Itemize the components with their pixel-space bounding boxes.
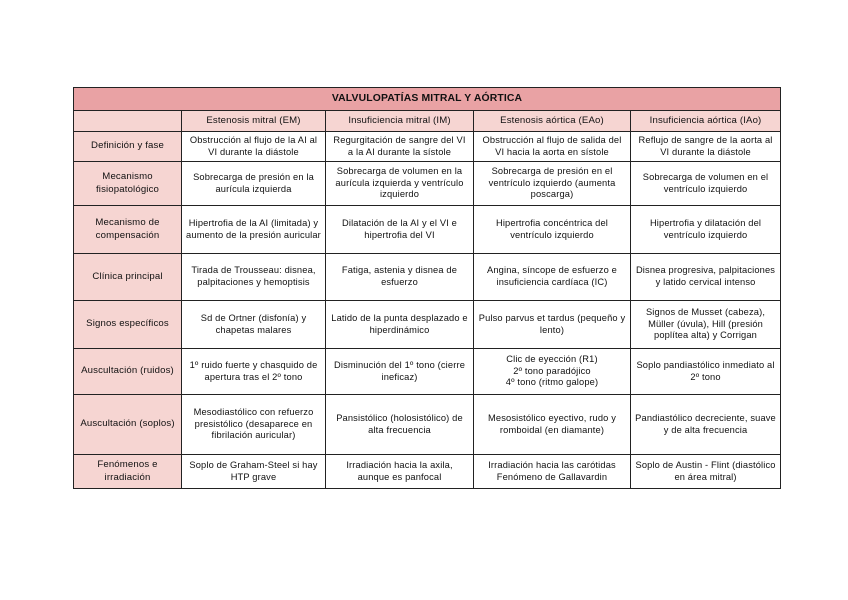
document-page [73,87,780,489]
table-title: VALVULOPATÍAS MITRAL Y AÓRTICA [74,88,781,111]
column-header-im: Insuficiencia mitral (IM) [326,111,474,132]
table-cell: Pansistólico (holosistólico) de alta frecuencia [326,395,474,455]
table-cell: Mesodiastólico con refuerzo presistólico (desaparece en fibrilación auricular) [182,395,326,455]
table-row [74,162,781,206]
table-cell: Signos de Musset (cabeza), Müller (úvula), Hill (presión poplítea alta) y Corrigan [631,301,781,349]
table-cell: Reflujo de sangre de la aorta al VI durante la diástole [631,132,781,162]
table-row [74,301,781,349]
table-cell: Disminución del 1º tono (cierre ineficaz) [326,349,474,395]
table-cell: Obstrucción al flujo de salida del VI hacia la aorta en sístole [474,132,631,162]
table-cell: Sobrecarga de presión en la aurícula izquierda [182,162,326,206]
table-cell: Soplo de Austin - Flint (diastólico en área mitral) [631,455,781,489]
row-header: Clínica principal [74,254,182,301]
table-cell: Sobrecarga de presión en el ventrículo izquierdo (aumenta poscarga) [474,162,631,206]
table-cell: Tirada de Trousseau: disnea, palpitaciones y hemoptisis [182,254,326,301]
table-cell: Soplo de Graham-Steel si hay HTP grave [182,455,326,489]
table-cell: Clic de eyección (R1) 2º tono paradójico 4º tono (ritmo galope) [474,349,631,395]
table-row [74,206,781,254]
table-cell: Mesosistólico eyectivo, rudo y romboidal (en diamante) [474,395,631,455]
table-cell: Irradiación hacia las carótidas Fenómeno de Gallavardin [474,455,631,489]
table-cell: Soplo pandiastólico inmediato al 2º tono [631,349,781,395]
table-row [74,349,781,395]
table-cell: Sd de Ortner (disfonía) y chapetas malares [182,301,326,349]
valvulopathy-table [73,87,781,489]
table-row [74,254,781,301]
row-header: Auscultación (soplos) [74,395,182,455]
table-cell: Angina, síncope de esfuerzo e insuficiencia cardíaca (IC) [474,254,631,301]
row-header: Mecanismo fisiopatológico [74,162,182,206]
table-cell: Hipertrofia de la AI (limitada) y aumento de la presión auricular [182,206,326,254]
table-cell: Sobrecarga de volumen en el ventrículo izquierdo [631,162,781,206]
table-cell: 1º ruido fuerte y chasquido de apertura tras el 2º tono [182,349,326,395]
table-cell: Irradiación hacia la axila, aunque es panfocal [326,455,474,489]
row-header: Auscultación (ruidos) [74,349,182,395]
table-row [74,132,781,162]
table-cell: Pandiastólico decreciente, suave y de alta frecuencia [631,395,781,455]
table-cell: Fatiga, astenia y disnea de esfuerzo [326,254,474,301]
table-cell: Regurgitación de sangre del VI a la AI durante la sístole [326,132,474,162]
row-header: Signos específicos [74,301,182,349]
table-cell: Hipertrofia concéntrica del ventrículo izquierdo [474,206,631,254]
row-header: Fenómenos e irradiación [74,455,182,489]
corner-cell [74,111,182,132]
column-header-eao: Estenosis aórtica (EAo) [474,111,631,132]
column-header-iao: Insuficiencia aórtica (IAo) [631,111,781,132]
row-header: Definición y fase [74,132,182,162]
table-row [74,395,781,455]
table-row [74,455,781,489]
table-cell: Hipertrofia y dilatación del ventrículo izquierdo [631,206,781,254]
column-header-em: Estenosis mitral (EM) [182,111,326,132]
table-cell: Pulso parvus et tardus (pequeño y lento) [474,301,631,349]
table-cell: Sobrecarga de volumen en la aurícula izquierda y ventrículo izquierdo [326,162,474,206]
table-cell: Latido de la punta desplazado e hiperdinámico [326,301,474,349]
title-row [74,88,781,111]
row-header: Mecanismo de compensación [74,206,182,254]
table-cell: Obstrucción al flujo de la AI al VI durante la diástole [182,132,326,162]
table-cell: Disnea progresiva, palpitaciones y latido cervical intenso [631,254,781,301]
column-header-row [74,111,781,132]
table-cell: Dilatación de la AI y el VI e hipertrofia del VI [326,206,474,254]
